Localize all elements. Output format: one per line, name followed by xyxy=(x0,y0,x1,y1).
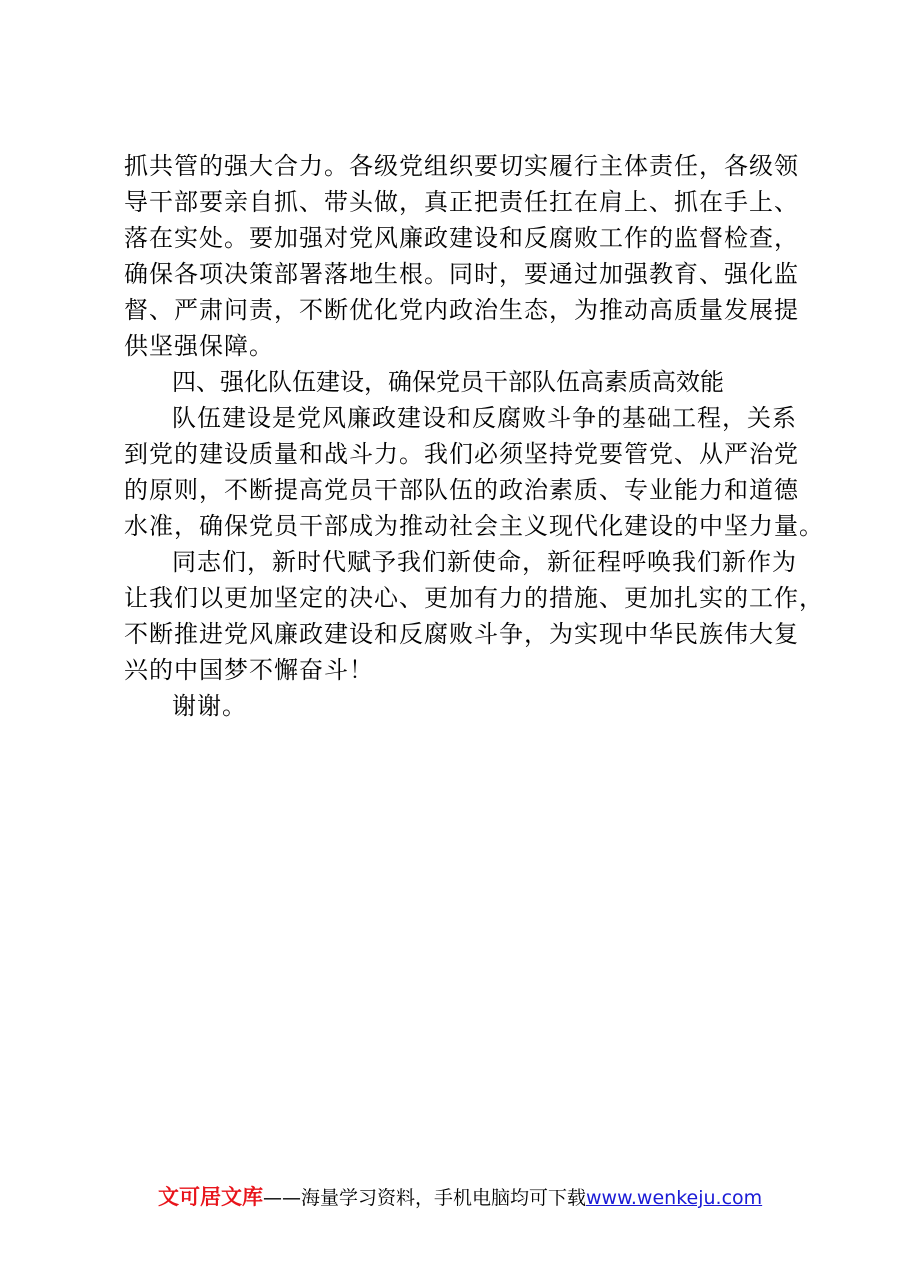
body-line-1: 抓共管的强大合力。各级党组织要切实履行主体责任，各级领 xyxy=(124,152,799,180)
closing-line: 谢谢。 xyxy=(172,692,247,720)
para3-line-4: 兴的中国梦不懈奋斗！ xyxy=(124,656,374,684)
footer-banner xyxy=(158,1183,762,1212)
para3-line-1: 同志们，新时代赋予我们新使命，新征程呼唤我们新作为 xyxy=(172,548,797,576)
para2-line-1: 队伍建设是党风廉政建设和反腐败斗争的基础工程，关系 xyxy=(172,404,797,432)
footer-brand: 文可居文库 xyxy=(158,1185,263,1209)
body-line-4: 确保各项决策部署落地生根。同时，要通过加强教育、强化监 xyxy=(124,260,799,288)
body-line-3: 落在实处。要加强对党风廉政建设和反腐败工作的监督检查， xyxy=(124,224,799,252)
footer-tagline: ——海量学习资料，手机电脑均可下载 xyxy=(263,1187,587,1209)
section-heading: 四、强化队伍建设，确保党员干部队伍高素质高效能 xyxy=(172,368,724,396)
body-line-6: 供坚强保障。 xyxy=(124,332,274,360)
para2-line-2: 到党的建设质量和战斗力。我们必须坚持党要管党、从严治党 xyxy=(124,440,799,468)
para2-line-3: 的原则，不断提高党员干部队伍的政治素质、专业能力和道德 xyxy=(124,476,799,504)
body-line-5: 督、严肃问责，不断优化党内政治生态，为推动高质量发展提 xyxy=(124,296,799,324)
para2-line-4: 水准，确保党员干部成为推动社会主义现代化建设的中坚力量。 xyxy=(124,512,824,540)
para3-line-2: 让我们以更加坚定的决心、更加有力的措施、更加扎实的工作， xyxy=(124,584,824,612)
para3-line-3: 不断推进党风廉政建设和反腐败斗争，为实现中华民族伟大复 xyxy=(124,620,799,648)
body-line-2: 导干部要亲自抓、带头做，真正把责任扛在肩上、抓在手上、 xyxy=(124,188,799,216)
footer-site-link[interactable]: www.wenkeju.com xyxy=(586,1187,763,1209)
